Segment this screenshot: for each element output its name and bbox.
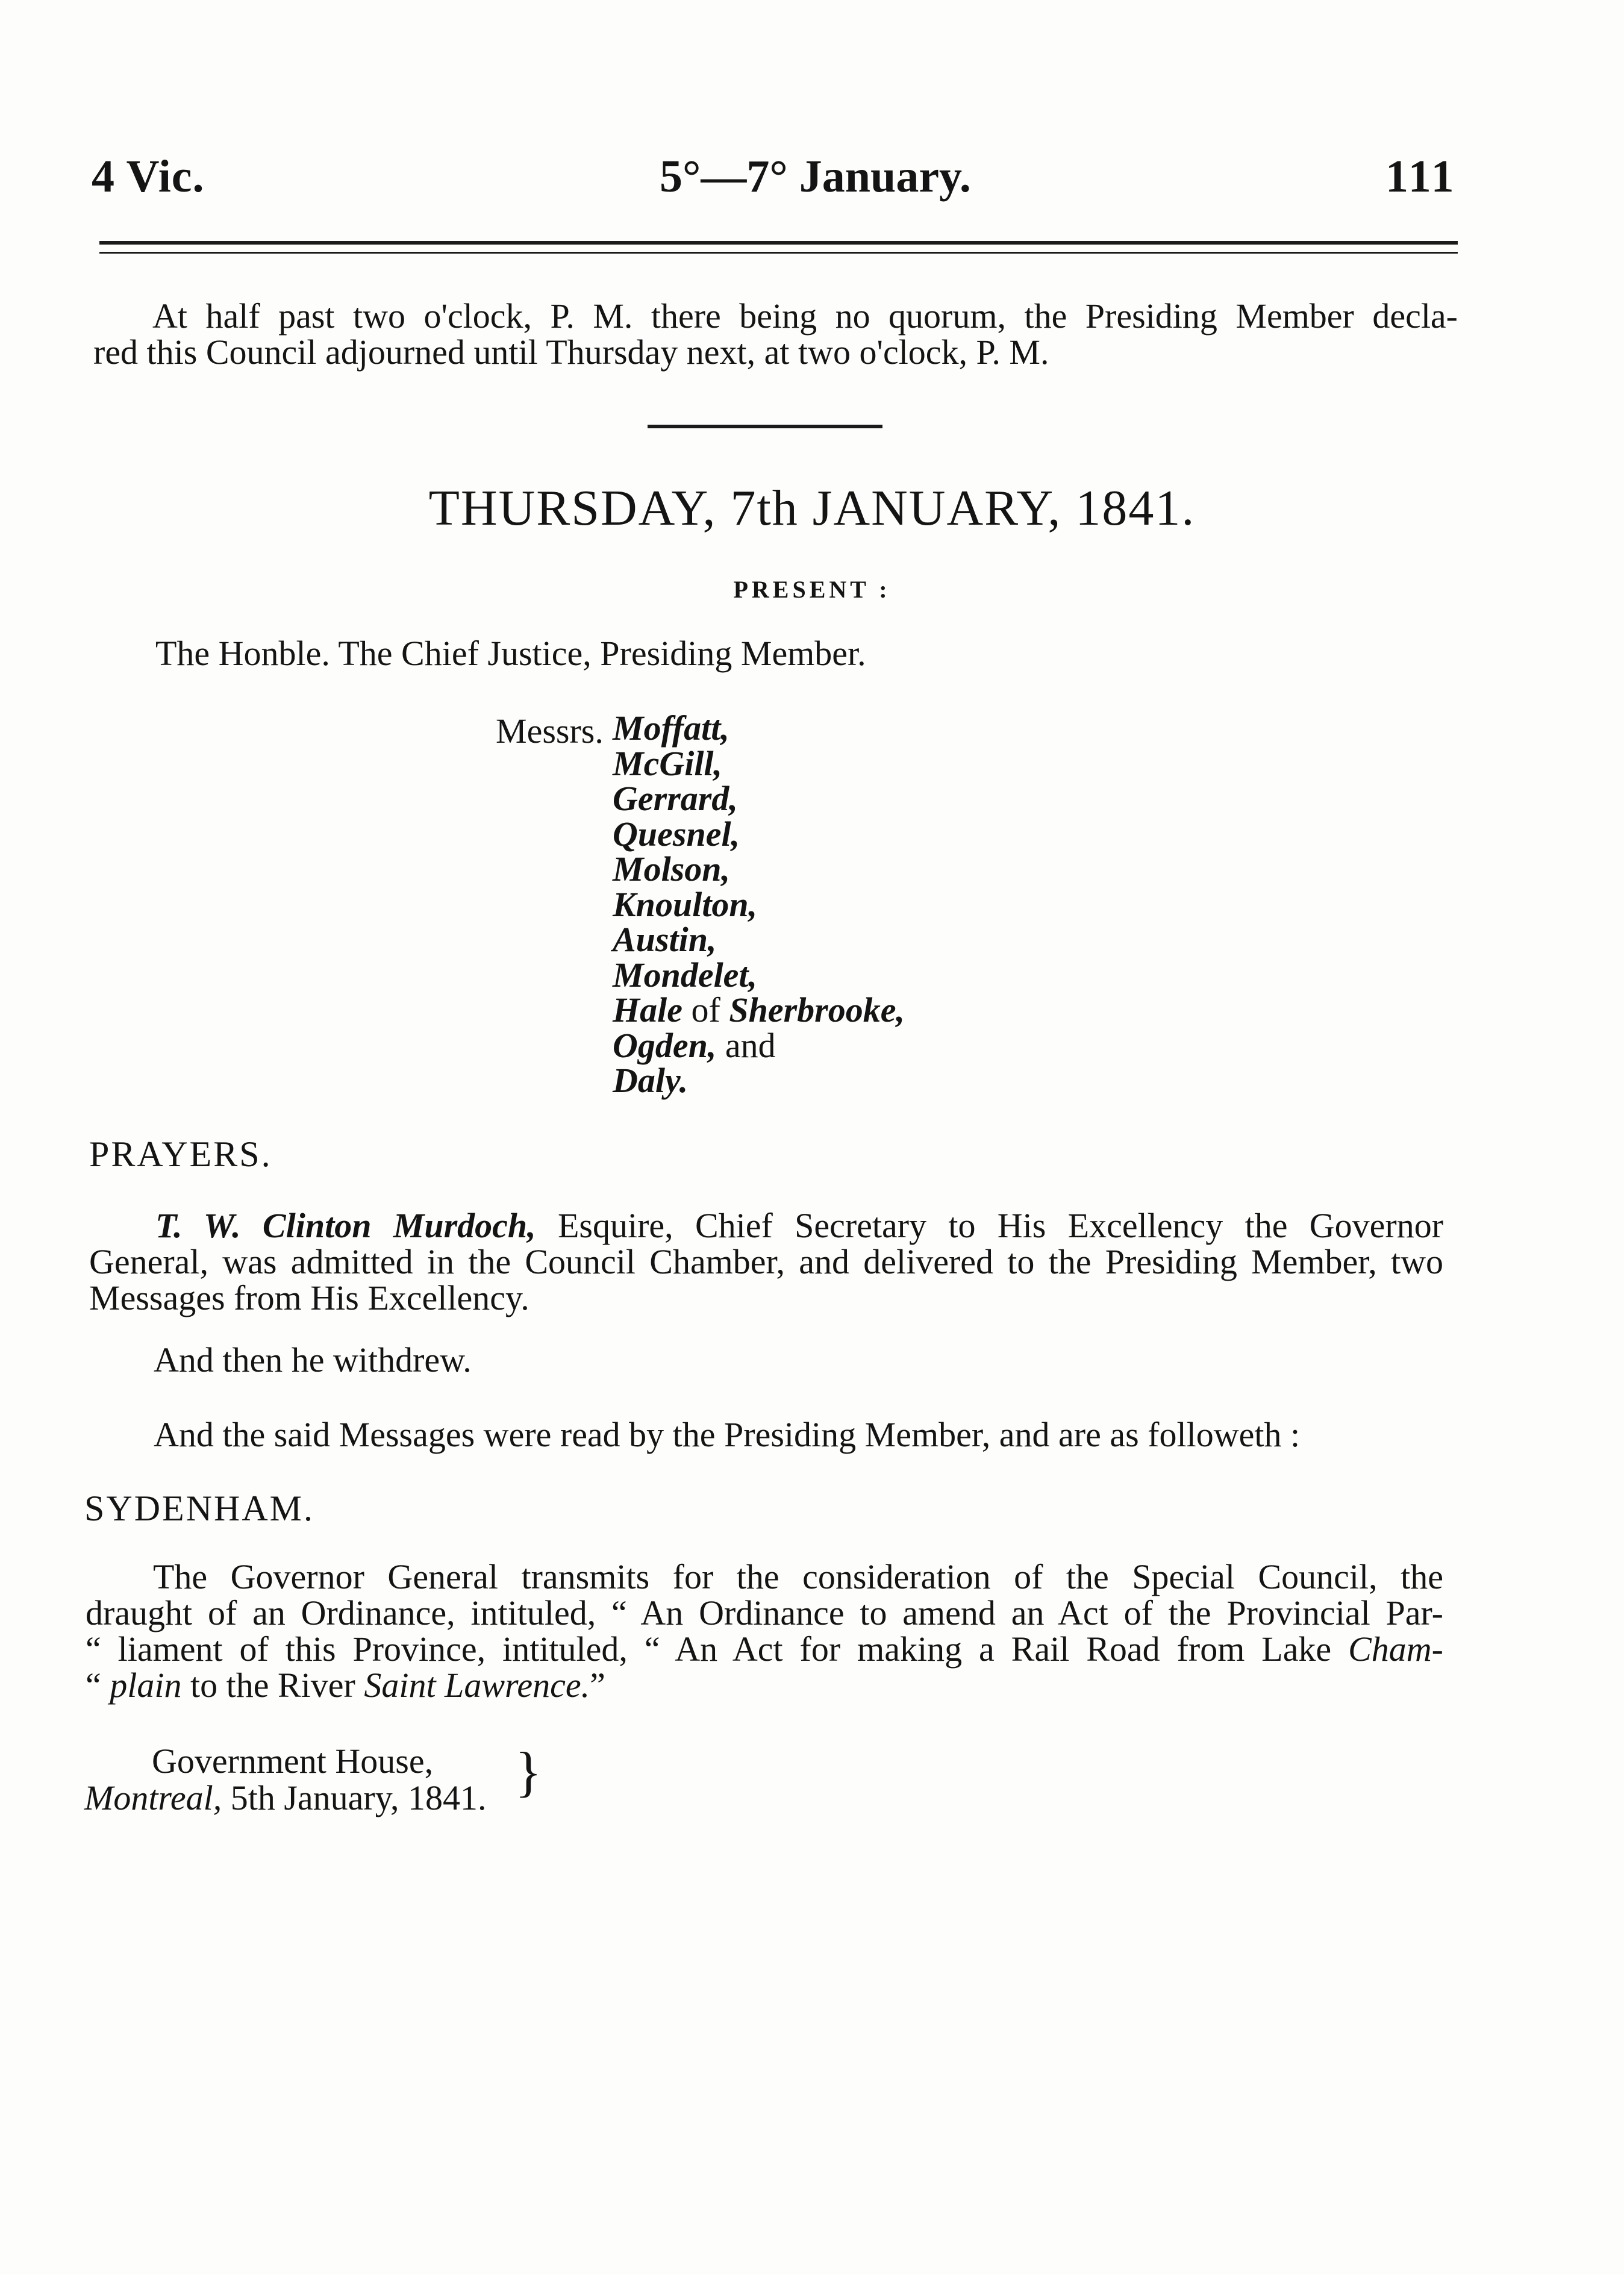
member-list [613,708,905,1100]
to-the-river: to the River [181,1666,364,1705]
message-paragraph [86,1559,1443,1704]
member-name: Quesnel, [613,814,740,854]
sydenham-label: SYDENHAM. [84,1488,315,1528]
presiding-member: The Honble. The Chief Justice, Presiding Member. [155,634,866,673]
murdoch-line-1-rest: Esquire, Chief Secretary to His Excellency the Governor [536,1206,1444,1245]
message-line-1: The Governor General transmits for the consideration of the Special Council, the [153,1557,1443,1596]
murdoch-line-1 [89,1208,1443,1244]
messrs-label: Messrs. [496,711,604,751]
open-quote: “ [86,1666,110,1705]
member-name: McGill, [613,743,723,783]
murdoch-paragraph [89,1208,1443,1316]
prayers-label: PRAYERS. [89,1134,272,1174]
signature-date: 5th January, 1841. [222,1778,487,1817]
header-rule-thin [99,252,1458,254]
member-name: Knoulton, [613,884,758,924]
member-name: Molson, [613,849,731,889]
member-ogden-name: Ogden, [613,1025,717,1065]
member-name: Austin, [613,920,717,959]
section-divider [648,425,882,428]
signature-place: Montreal, [84,1778,222,1817]
message-line-3-text: “ liament of this Province, intituled, “ An Act for making a Rail Road from Lake [86,1629,1349,1669]
murdoch-line-2: General, was admitted in the Council Chamber, and delivered to the Presiding Member, two [89,1242,1443,1281]
signature-line-2 [84,1780,486,1816]
read-line: And the said Messages were read by the Presiding Member, and are as followeth : [154,1415,1301,1454]
member-name: Moffatt, [613,708,729,748]
message-line-3 [86,1631,1443,1667]
opening-line-2: red this Council adjourned until Thursday next, at two o'clock, P. M. [93,333,1049,372]
opening-paragraph [93,298,1458,370]
member-hale [613,990,905,1029]
murdoch-name: T. W. Clinton Murdoch, [155,1206,536,1245]
member-ogden [613,1025,905,1065]
plain-word: plain [110,1666,182,1705]
signature-bracket: } [515,1741,542,1802]
close-quote: ” [590,1666,605,1705]
member-hale-place: Sherbrooke, [729,990,905,1029]
member-name: Gerrard, [613,779,738,818]
header-rule-thick [99,241,1458,245]
running-head-center: 5°—7° January. [660,151,971,202]
murdoch-line-3: Messages from His Excellency. [89,1278,529,1317]
member-hale-of: of [682,990,729,1029]
page-number: 111 [1385,151,1457,202]
member-name: Daly. [613,1061,689,1100]
message-line-3-italic: Cham- [1348,1629,1443,1669]
message-line-4 [86,1667,1443,1704]
running-head-left: 4 Vic. [92,151,205,202]
present-label: PRESENT : [733,576,891,603]
signature-line-1: Government House, [152,1741,434,1781]
member-hale-name: Hale [613,990,682,1029]
opening-line-1: At half past two o'clock, P. M. there being no quorum, the Presiding Member decla- [152,296,1458,336]
saint-lawrence: Saint Lawrence. [364,1666,590,1705]
member-ogden-and: and [716,1025,776,1065]
day-heading: THURSDAY, 7th JANUARY, 1841. [428,480,1196,536]
withdrew-line: And then he withdrew. [154,1340,472,1379]
member-name: Mondelet, [613,955,758,995]
message-line-2: draught of an Ordinance, intituled, “ An Ordinance to amend an Act of the Provincial Par- [86,1593,1443,1632]
